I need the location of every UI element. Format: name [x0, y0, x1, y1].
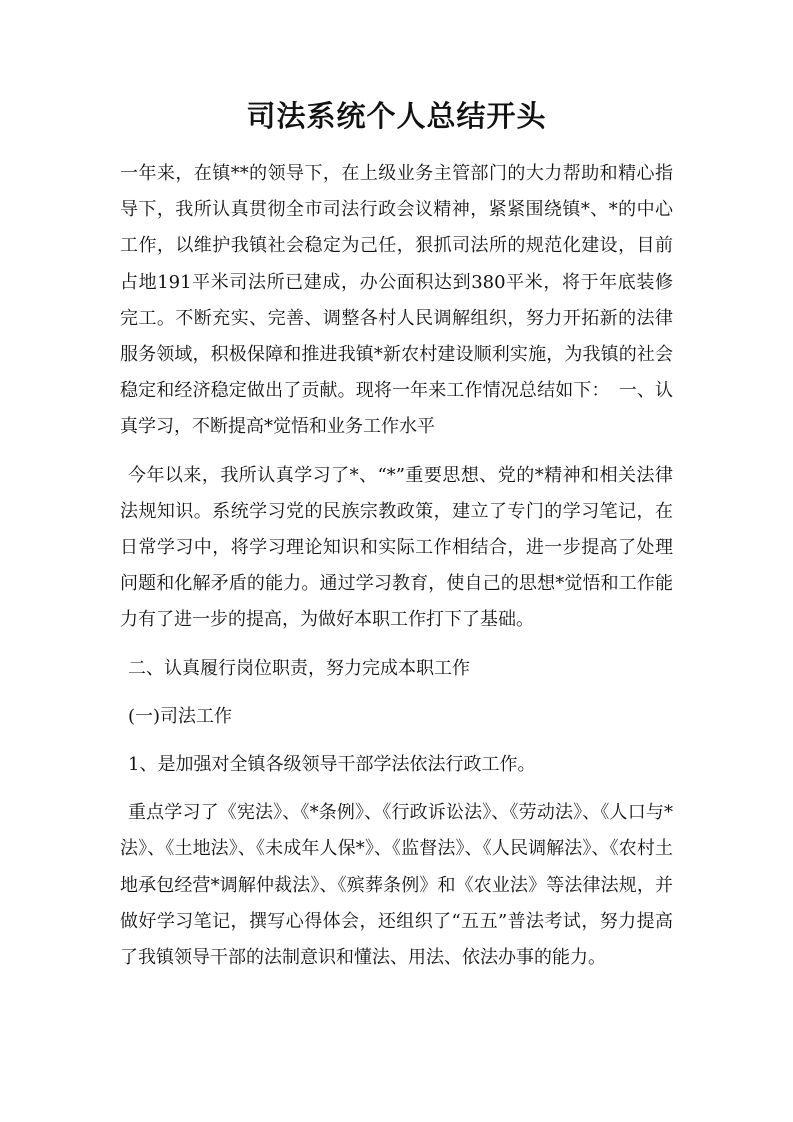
section-heading-duties: 二、认真履行岗位职责，努力完成本职工作 [128, 657, 470, 679]
paragraph-study: 今年以来，我所认真学习了*、“*”重要思想、党的*精神和相关法律法规知识。系统学习党的民族宗教政策，建立了专门的学习笔记，在日常学习中，将学习理论知识和实际工作相结合，进一步提高了处理问题和化解矛盾的能力。通过学习教育，使自己的思想*觉悟和工作能力有了进一步的提高，为做好本职工作打下了基础。 [120, 464, 673, 631]
paragraph-laws-studied: 重点学习了《宪法》、《*条例》、《行政诉讼法》、《劳动法》、《人口与*法》、《土地法》、《未成年人保*》、《监督法》、《人民调解法》、《农村土地承包经营*调解仲裁法》、《殡葬条例》和《农业法》等法律法规，并做好学习笔记，撰写心得体会，还组织了“五五”普法考试，努力提高了我镇领导干部的法制意识和懂法、用法、依法办事的能力。 [120, 802, 673, 969]
item-heading-leaders-law-study: 1、是加强对全镇各级领导干部学法依法行政工作。 [128, 754, 536, 776]
paragraph-intro: 一年来，在镇**的领导下，在上级业务主管部门的大力帮助和精心指导下，我所认真贯彻全市司法行政会议精神，紧紧围绕镇*、*的中心工作，以维护我镇社会稳定为己任，狠抓司法所的规范化建设，目前占地191平米司法所已建成，办公面积达到380平米，将于年底装修完工。不断充实、完善、调整各村人民调解组织，努力开拓新的法律服务领域，积极保障和推进我镇*新农村建设顺利实施，为我镇的社会稳定和经济稳定做出了贡献。现将一年来工作情况总结如下： 一、认真学习，不断提高*觉悟和业务工作水平 [120, 163, 673, 438]
subsection-heading-judicial: (一)司法工作 [128, 705, 233, 727]
document-title: 司法系统个人总结开头 [246, 99, 547, 133]
